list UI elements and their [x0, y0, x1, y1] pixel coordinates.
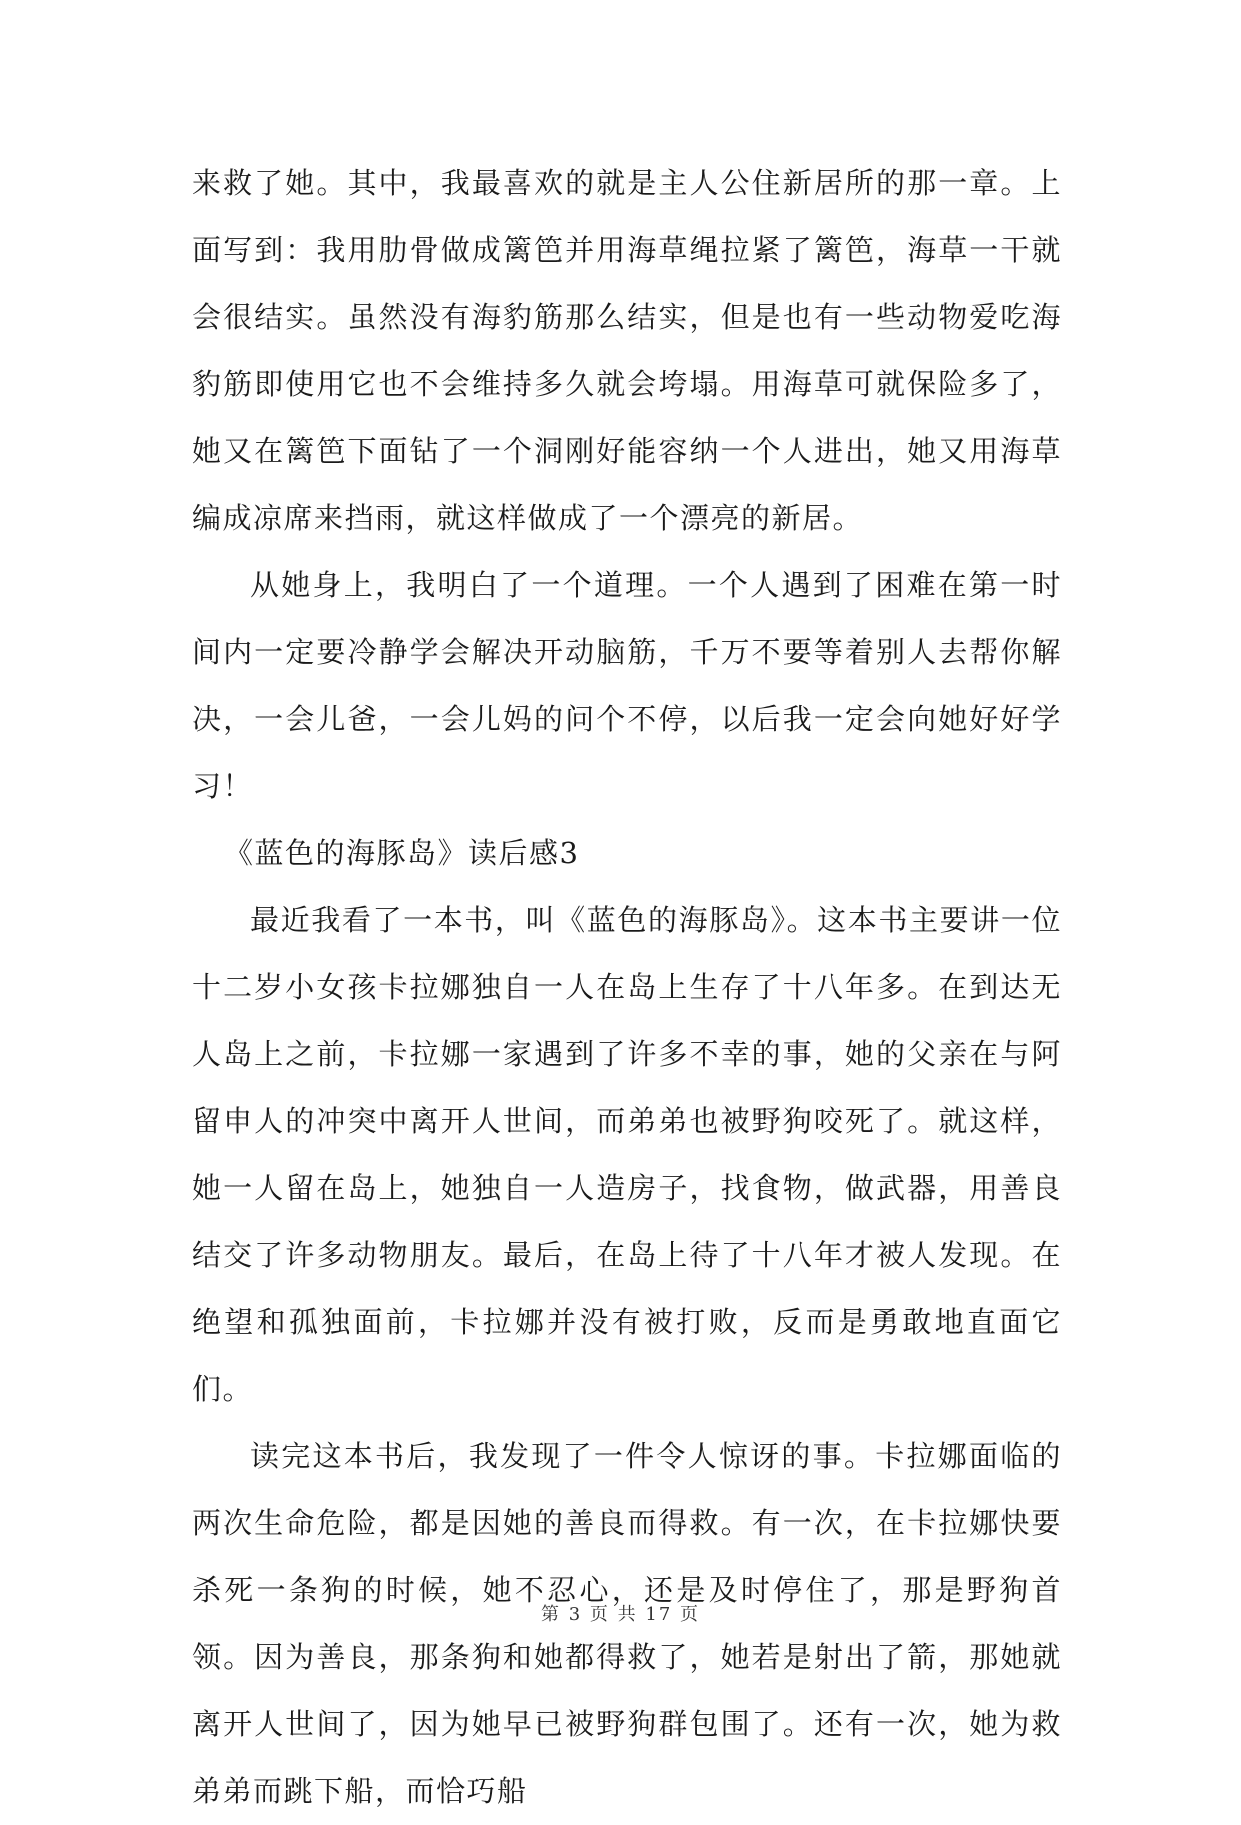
- body-paragraph: 读完这本书后，我发现了一件令人惊讶的事。卡拉娜面临的两次生命危险，都是因她的善良而得救。有一次，在卡拉娜快要杀死一条狗的时候，她不忍心，还是及时停住了，那是野狗首领。因为善良，那条狗和她都得救了，她若是射出了箭，那她就离开人世间了，因为她早已被野狗群包围了。还有一次，她为救弟弟而跳下船，而恰巧船: [192, 1439, 1062, 1808]
- footer-total-pages: 17: [645, 1604, 673, 1625]
- footer-middle: 页 共: [589, 1604, 638, 1625]
- section-title: 《蓝色的海豚岛》读后感3: [224, 836, 580, 870]
- footer-current-page: 3: [568, 1604, 583, 1625]
- body-paragraph: 从她身上，我明白了一个道理。一个人遇到了困难在第一时间内一定要冷静学会解决开动脑筋，千万不要等着别人去帮你解决，一会儿爸，一会儿妈的问个不停，以后我一定会向她好好学习！: [192, 568, 1062, 803]
- page-footer: [0, 1600, 1241, 1626]
- body-paragraph: 最近我看了一本书，叫《蓝色的海豚岛》。这本书主要讲一位十二岁小女孩卡拉娜独自一人在岛上生存了十八年多。在到达无人岛上之前，卡拉娜一家遇到了许多不幸的事，她的父亲在与阿留申人的冲突中离开人世间，而弟弟也被野狗咬死了。就这样，她一人留在岛上，她独自一人造房子，找食物，做武器，用善良结交了许多动物朋友。最后，在岛上待了十八年才被人发现。在绝望和孤独面前，卡拉娜并没有被打败，反而是勇敢地直面它们。: [192, 903, 1062, 1406]
- footer-suffix: 页: [680, 1604, 701, 1625]
- document-body: [192, 150, 1062, 1825]
- body-paragraph: 来救了她。其中，我最喜欢的就是主人公住新居所的那一章。上面写到：我用肋骨做成篱笆并用海草绳拉紧了篱笆，海草一干就会很结实。虽然没有海豹筋那么结实，但是也有一些动物爱吃海豹筋即使用它也不会维持多久就会垮塌。用海草可就保险多了，她又在篱笆下面钻了一个洞刚好能容纳一个人进出，她又用海草编成凉席来挡雨，就这样做成了一个漂亮的新居。: [192, 166, 1062, 535]
- footer-prefix: 第: [540, 1604, 561, 1625]
